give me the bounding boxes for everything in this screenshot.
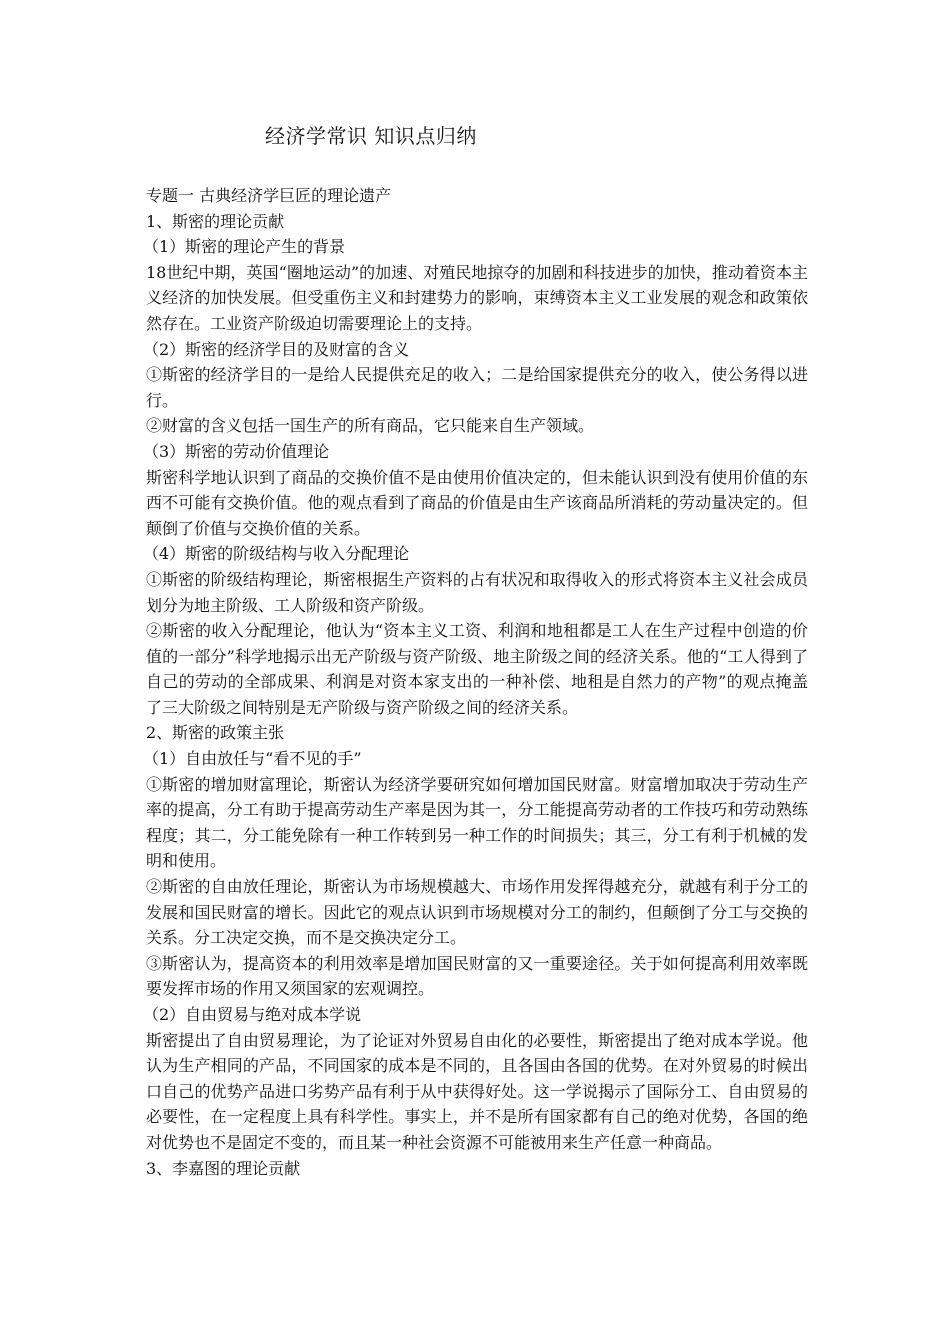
subsection-heading: （1）斯密的理论产生的背景 bbox=[143, 237, 346, 257]
subsection-heading: （4）斯密的阶级结构与收入分配理论 bbox=[143, 544, 410, 564]
document-body bbox=[143, 183, 808, 1181]
body-paragraph: 斯密提出了自由贸易理论，为了论证对外贸易自由化的必要性，斯密提出了绝对成本学说。他认为生产相同的产品，不同国家的成本是不同的，且各国由各国的优势。在对外贸易的时候出口自己的优势产品进口劣势产品有利于从中获得好处。这一学说揭示了国际分工、自由贸易的必要性，在一定程度上具有科学性。事实上，并不是所有国家都有自己的绝对优势，各国的绝对优势也不是固定不变的，而且某一种社会资源不可能被用来生产任意一种商品。 bbox=[146, 1030, 808, 1152]
subsection-heading: （2）斯密的经济学目的及财富的含义 bbox=[143, 339, 410, 359]
body-paragraph: 18世纪中期，英国“圈地运动”的加速、对殖民地掠夺的加剧和科技进步的加快，推动着资本主义经济的加快发展。但受重伤主义和封建势力的影响，束缚资本主义工业发展的观念和政策依然存在。工业资产阶级迫切需要理论上的支持。 bbox=[146, 262, 808, 333]
subsection-heading: （3）斯密的劳动价值理论 bbox=[143, 441, 330, 461]
body-paragraph: ①斯密的阶级结构理论，斯密根据生产资料的占有状况和取得收入的形式将资本主义社会成员划分为地主阶级、工人阶级和资产阶级。 bbox=[146, 569, 808, 615]
body-paragraph: ①斯密的经济学目的一是给人民提供充足的收入；二是给国家提供充分的收入，使公务得以进行。 bbox=[146, 365, 808, 410]
section-heading: 3、李嘉图的理论贡献 bbox=[146, 1158, 301, 1178]
subsection-heading: （2）自由贸易与绝对成本学说 bbox=[143, 1005, 362, 1024]
body-paragraph: ②斯密的收入分配理论，他认为“资本主义工资、利润和地租都是工人在生产过程中创造的价值的一部分”科学地揭示出无产阶级与资产阶级、地主阶级之间的经济关系。他的“工人得到了自己的劳动的全部成果、利润是对资本家支出的一种补偿、地租是自然力的产物”的观点掩盖了三大阶级之间特别是无产阶级与资产阶级之间的经济关系。 bbox=[146, 621, 808, 717]
section-heading: 2、斯密的政策主张 bbox=[146, 723, 285, 743]
topic-heading: 专题一 古典经济学巨匠的理论遗产 bbox=[146, 186, 392, 205]
section-heading: 1、斯密的理论贡献 bbox=[146, 211, 285, 231]
body-paragraph: ①斯密的增加财富理论，斯密认为经济学要研究如何增加国民财富。财富增加取决于劳动生产率的提高，分工有助于提高劳动生产率是因为其一，分工能提高劳动者的工作技巧和劳动熟练程度；其二，分工能免除有一种工作转到另一种工作的时间损失；其三，分工有利于机械的发明和使用。 bbox=[146, 774, 808, 871]
body-paragraph: ②斯密的自由放任理论，斯密认为市场规模越大、市场作用发挥得越充分，就越有利于分工的发展和国民财富的增长。因此它的观点认识到市场规模对分工的制约，但颠倒了分工与交换的关系。分工决定交换，而不是交换决定分工。 bbox=[146, 877, 808, 948]
body-paragraph: ③斯密认为，提高资本的利用效率是增加国民财富的又一重要途径。关于如何提高利用效率既要发挥市场的作用又须国家的宏观调控。 bbox=[146, 953, 808, 999]
subsection-heading: （1）自由放任与“看不见的手” bbox=[143, 749, 362, 769]
body-paragraph: ②财富的含义包括一国生产的所有商品，它只能来自生产领域。 bbox=[146, 416, 595, 436]
body-paragraph: 斯密科学地认识到了商品的交换价值不是由使用价值决定的，但未能认识到没有使用价值的东西不可能有交换价值。他的观点看到了商品的价值是由生产该商品所消耗的劳动量决定的。但颠倒了价值与交换价值的关系。 bbox=[146, 467, 808, 538]
document-title: 经济学常识 知识点归纳 bbox=[265, 124, 477, 148]
